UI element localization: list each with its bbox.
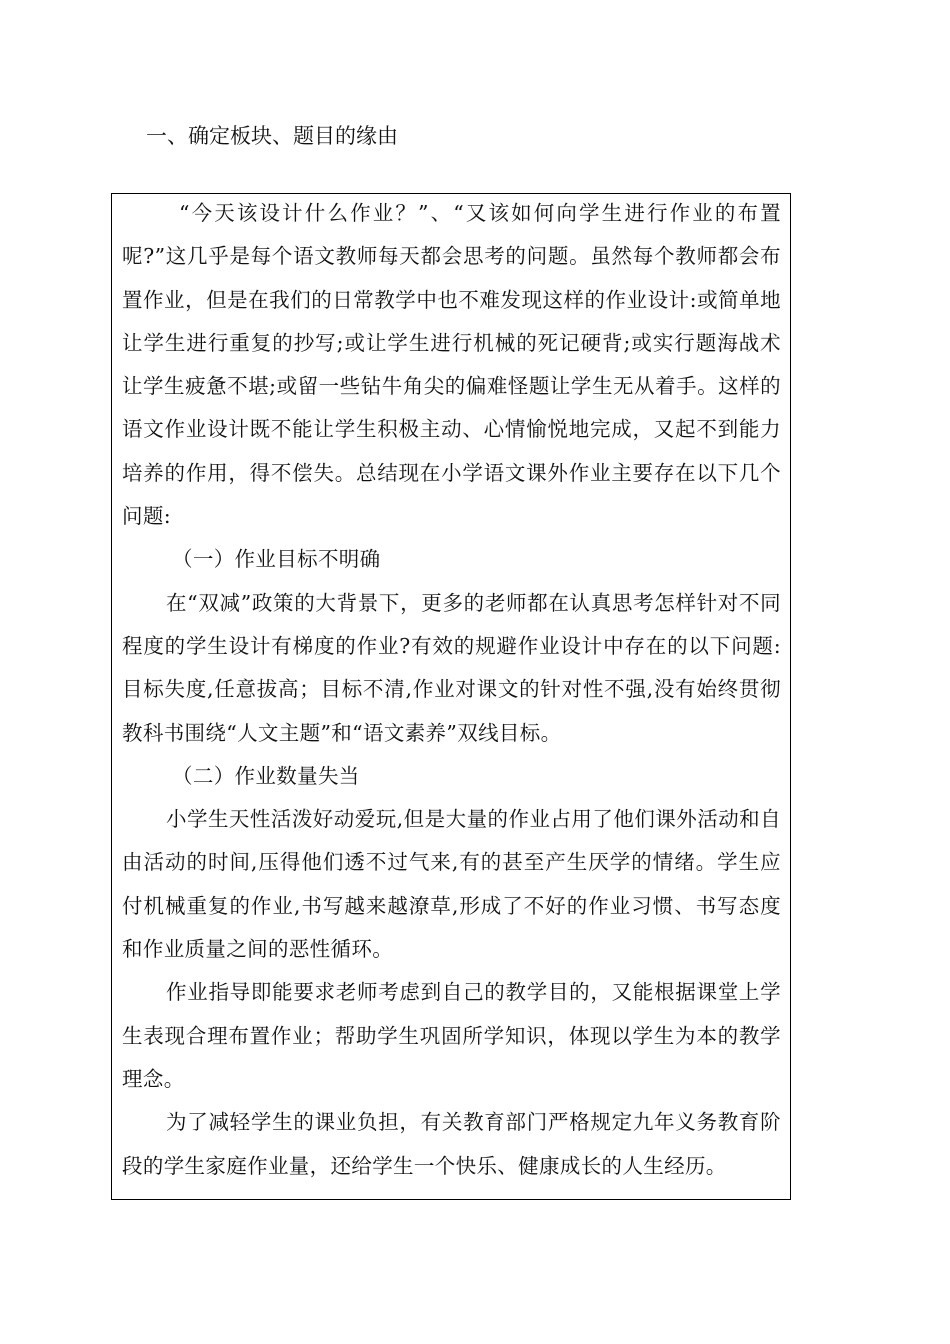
body-paragraph-1: 在“双减”政策的大背景下，更多的老师都在认真思考怎样针对不同程度的学生设计有梯度的作业?有效的规避作业设计中存在的以下问题:目标失度,任意拔高；目标不清,作业对课文的针对性不强,没有始终贯彻教科书围绕“人文主题”和“语文素养”双线目标。 — [122, 590, 781, 745]
section-heading: 一、确定板块、题目的缘由 — [146, 124, 398, 148]
intro-paragraph: “今天该设计什么作业？”、“又该如何向学生进行作业的布置呢?”这几乎是每个语文教师每天都会思考的问题。虽然每个教师都会布置作业，但是在我们的日常教学中也不难发现这样的作业设计:或简单地让学生进行重复的抄写;或让学生进行机械的死记硬背;或实行题海战术让学生疲惫不堪;或留一些钻牛角尖的偏难怪题让学生无从着手。这样的语文作业设计既不能让学生积极主动、心情愉悦地完成，又起不到能力培养的作用，得不偿失。总结现在小学语文课外作业主要存在以下几个问题: — [122, 201, 781, 529]
body-paragraph-2: 小学生天性活泼好动爱玩,但是大量的作业占用了他们课外活动和自由活动的时间,压得他们透不过气来,有的甚至产生厌学的情绪。学生应付机械重复的作业,书写越来越潦草,形成了不好的作业习惯、书写态度和作业质量之间的恶性循环。 — [122, 807, 781, 962]
content-box — [111, 193, 791, 1200]
body-paragraph-4: 为了减轻学生的课业负担，有关教育部门严格规定九年义务教育阶段的学生家庭作业量，还给学生一个快乐、健康成长的人生经历。 — [122, 1110, 781, 1178]
body-paragraph-3: 作业指导即能要求老师考虑到自己的教学目的，又能根据课堂上学生表现合理布置作业；帮助学生巩固所学知识，体现以学生为本的教学理念。 — [122, 980, 781, 1091]
subheading-1: （一）作业目标不明确 — [172, 547, 381, 572]
subheading-2: （二）作业数量失当 — [172, 763, 360, 788]
